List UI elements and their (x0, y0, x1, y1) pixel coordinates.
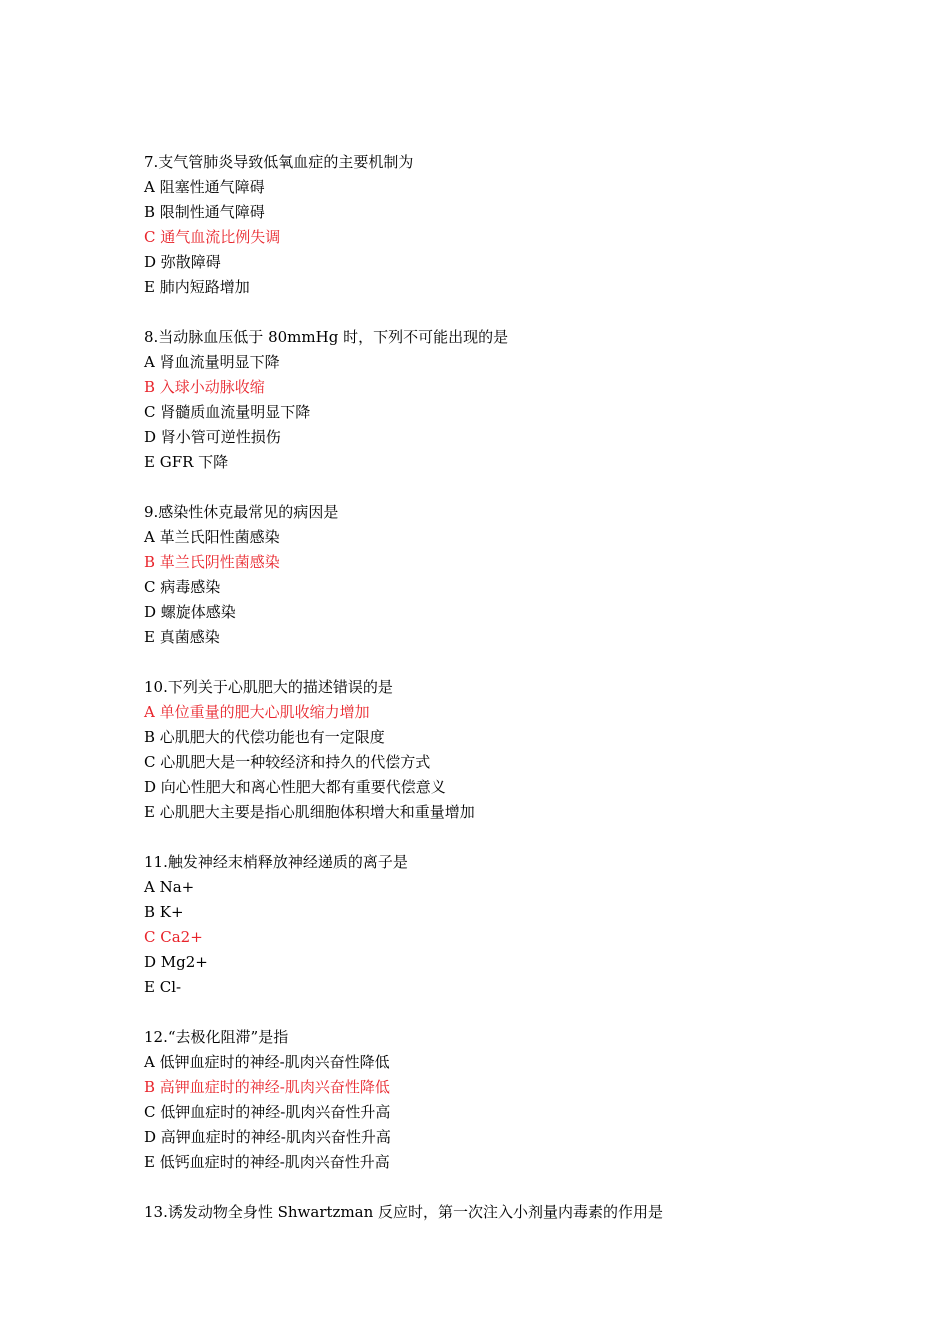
question-7 (144, 150, 904, 300)
option-b-correct-answer: B 入球小动脉收缩 (144, 378, 265, 396)
option-d: D 弥散障碍 (144, 253, 221, 271)
option-d: D 高钾血症时的神经-肌肉兴奋性升高 (144, 1128, 391, 1146)
option-b-correct-answer: B 高钾血症时的神经-肌肉兴奋性降低 (144, 1078, 390, 1096)
option-c: C 病毒感染 (144, 578, 221, 596)
option-e: E GFR 下降 (144, 453, 229, 471)
option-c: C 低钾血症时的神经-肌肉兴奋性升高 (144, 1103, 391, 1121)
question-title: 10.下列关于心肌肥大的描述错误的是 (144, 678, 393, 696)
question-8 (144, 325, 904, 475)
option-a: A 肾血流量明显下降 (144, 353, 280, 371)
option-a: A 低钾血症时的神经-肌肉兴奋性降低 (144, 1053, 390, 1071)
question-title: 9.感染性休克最常见的病因是 (144, 503, 339, 521)
option-a: A 革兰氏阳性菌感染 (144, 528, 280, 546)
option-e: E 心肌肥大主要是指心肌细胞体积增大和重量增加 (144, 803, 475, 821)
option-d: D 向心性肥大和离心性肥大都有重要代偿意义 (144, 778, 446, 796)
question-title: 8.当动脉血压低于 80mmHg 时，下列不可能出现的是 (144, 328, 509, 346)
option-d: D 螺旋体感染 (144, 603, 236, 621)
question-title: 11.触发神经末梢释放神经递质的离子是 (144, 853, 408, 871)
option-a-correct-answer: A 单位重量的肥大心肌收缩力增加 (144, 703, 370, 721)
option-c: C 肾髓质血流量明显下降 (144, 403, 311, 421)
option-e: E 低钙血症时的神经-肌肉兴奋性升高 (144, 1153, 390, 1171)
option-a: A 阻塞性通气障碍 (144, 178, 265, 196)
option-b: B K+ (144, 903, 184, 921)
option-d: D 肾小管可逆性损伤 (144, 428, 281, 446)
option-e: E 真菌感染 (144, 628, 220, 646)
option-e: E 肺内短路增加 (144, 278, 250, 296)
option-c: C 心肌肥大是一种较经济和持久的代偿方式 (144, 753, 431, 771)
document-page (144, 150, 904, 1250)
option-e: E Cl- (144, 978, 182, 996)
question-12 (144, 1025, 904, 1175)
question-title: 7.支气管肺炎导致低氧血症的主要机制为 (144, 153, 414, 171)
question-title: 13.诱发动物全身性 Shwartzman 反应时，第一次注入小剂量内毒素的作用是 (144, 1203, 664, 1221)
option-b-correct-answer: B 革兰氏阴性菌感染 (144, 553, 280, 571)
option-d: D Mg2+ (144, 953, 208, 971)
option-a: A Na+ (144, 878, 195, 896)
option-b: B 心肌肥大的代偿功能也有一定限度 (144, 728, 385, 746)
question-10 (144, 675, 904, 825)
option-c-correct-answer: C 通气血流比例失调 (144, 228, 281, 246)
option-b: B 限制性通气障碍 (144, 203, 265, 221)
question-13 (144, 1200, 904, 1225)
question-9 (144, 500, 904, 650)
question-title: 12.“去极化阻滞”是指 (144, 1028, 289, 1046)
option-c-correct-answer: C Ca2+ (144, 928, 203, 946)
question-11 (144, 850, 904, 1000)
